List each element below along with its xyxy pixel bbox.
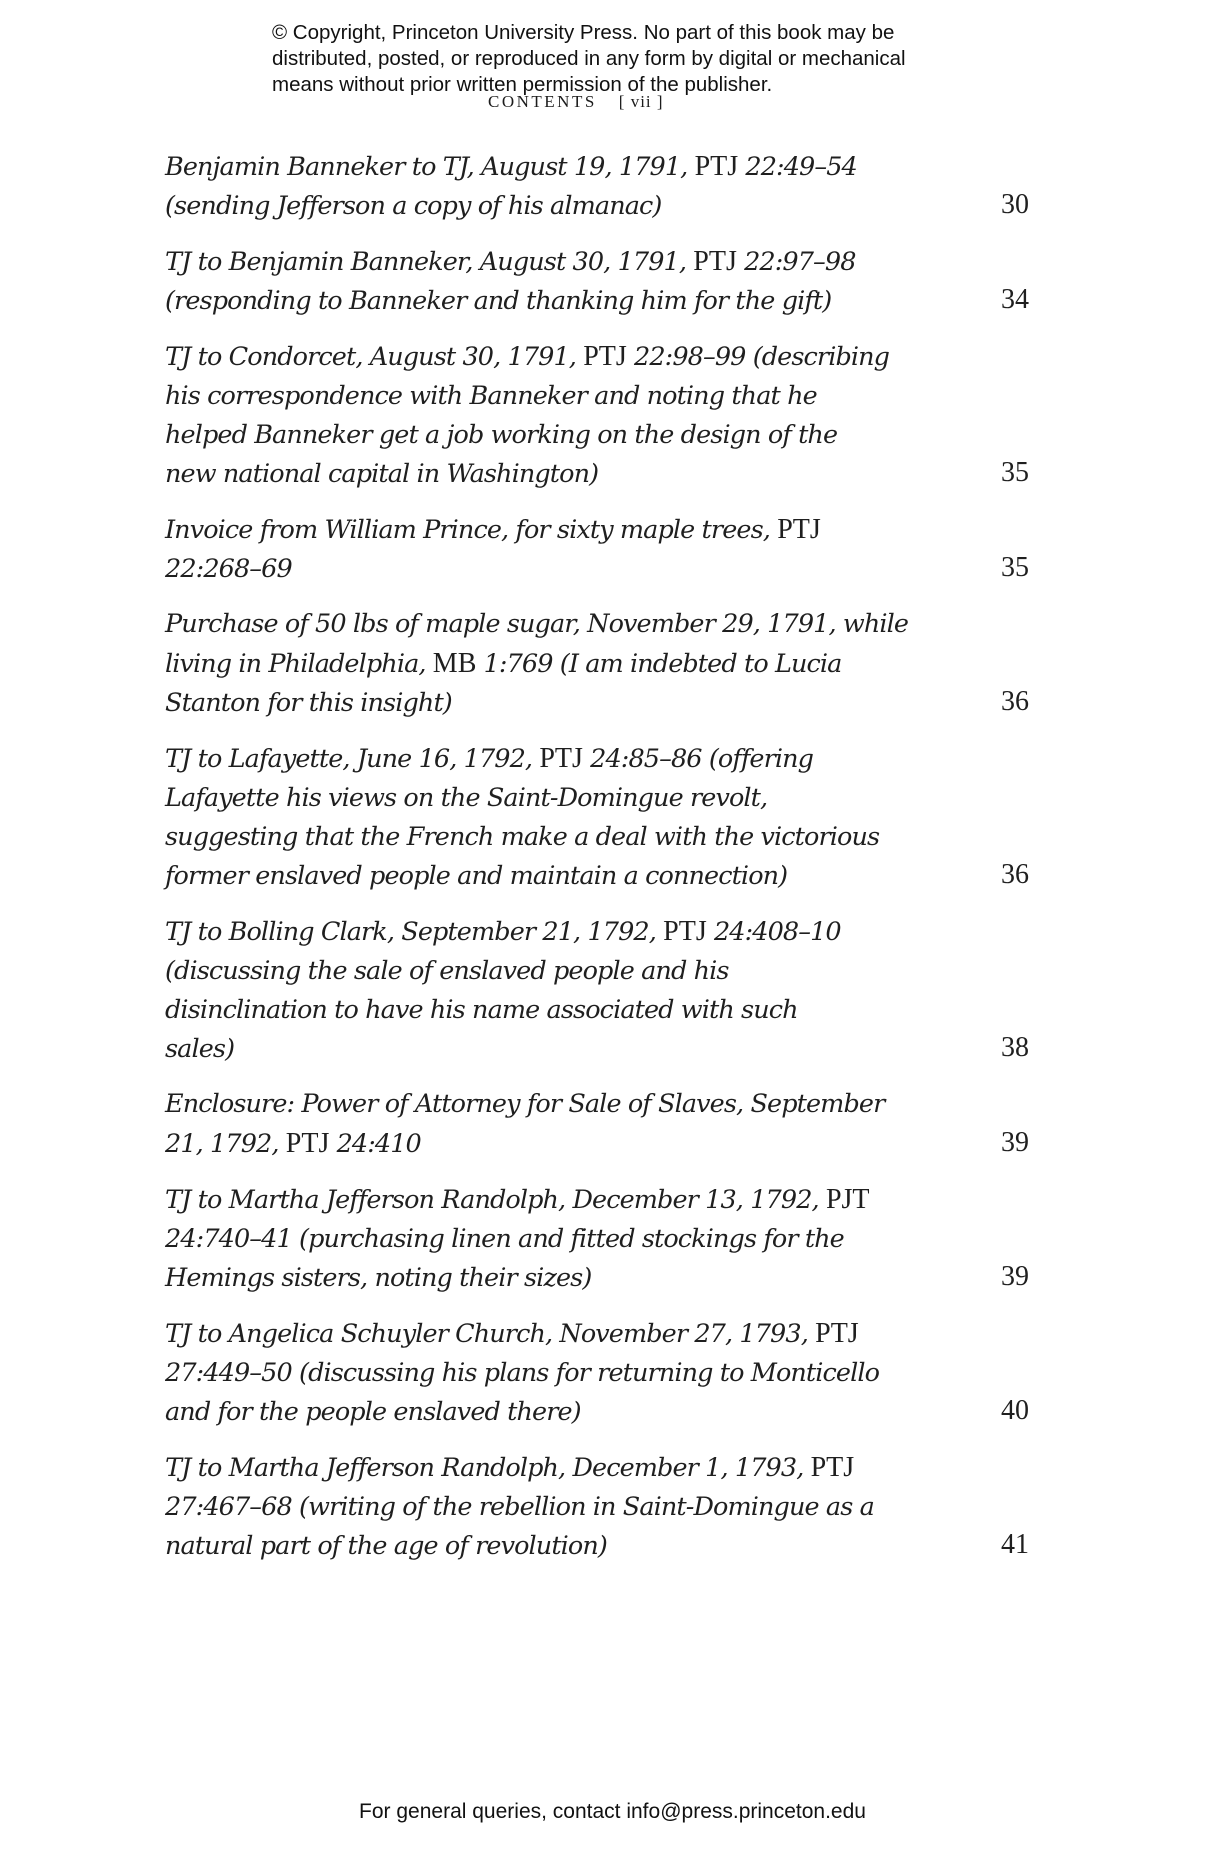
entry-text-segment: disinclination to have his name associated with such — [165, 995, 798, 1025]
copyright-line: means without prior written permission of the publisher. — [272, 73, 773, 96]
source-abbreviation: PTJ — [663, 916, 707, 947]
page-number: 41 — [1001, 1529, 1029, 1560]
entry-line — [165, 337, 945, 377]
entry-line — [165, 242, 945, 282]
entry-text-segment: 22:97–98 — [736, 247, 856, 277]
entry-text — [165, 510, 945, 589]
entry-line — [165, 605, 945, 644]
entry-text-segment: 21, 1792, — [165, 1129, 286, 1159]
copyright-line: © Copyright, Princeton University Press. No part of this book may be — [272, 21, 895, 44]
footer-contact: For general queries, contact info@press.princeton.edu — [359, 1800, 866, 1823]
entry-text-segment: 27:467–68 (writing of the rebellion in Saint-Domingue as a — [165, 1492, 874, 1522]
contents-entry — [165, 1314, 1035, 1432]
page-number: 35 — [1001, 457, 1029, 488]
entry-text-segment: helped Banneker get a job working on the design of the — [165, 420, 838, 450]
entry-text-segment: TJ to Condorcet, August 30, 1791, — [165, 342, 584, 372]
page-number: 39 — [1001, 1127, 1029, 1158]
entry-line — [165, 644, 945, 684]
entry-line — [165, 1527, 945, 1566]
running-head — [488, 92, 664, 112]
contents-entry — [165, 1180, 1035, 1298]
entry-text-segment: 24:740–41 (purchasing linen and fitted stockings for the — [165, 1224, 844, 1254]
entry-line — [165, 779, 945, 818]
entry-text-segment: TJ to Bolling Clark, September 21, 1792, — [165, 917, 664, 947]
entry-text-segment: Benjamin Banneker to TJ, August 19, 1791, — [165, 152, 695, 182]
entry-text-segment: Enclosure: Power of Attorney for Sale of Slaves, September — [165, 1089, 885, 1119]
entry-line — [165, 550, 945, 589]
contents-entry — [165, 912, 1035, 1069]
entry-line — [165, 818, 945, 857]
entry-line — [165, 857, 945, 896]
page-number: 40 — [1001, 1395, 1029, 1426]
entry-text-segment: TJ to Angelica Schuyler Church, November 27, 1793, — [165, 1319, 816, 1349]
entry-text — [165, 1180, 945, 1298]
entry-text — [165, 739, 945, 896]
source-abbreviation: PTJ — [815, 1318, 859, 1349]
entry-line — [165, 1488, 945, 1527]
entry-text-segment: new national capital in Washington) — [165, 459, 599, 489]
entry-text-segment: sales) — [165, 1034, 235, 1064]
entry-line — [165, 455, 945, 494]
contents-list — [165, 147, 1035, 1582]
page-number: 34 — [1001, 284, 1029, 315]
entry-text-segment: 24:410 — [329, 1129, 421, 1159]
entry-text-segment: TJ to Martha Jefferson Randolph, December 1, 1793, — [165, 1453, 811, 1483]
entry-line — [165, 187, 945, 226]
entry-line — [165, 1124, 945, 1164]
contents-entry — [165, 739, 1035, 896]
page-number: 36 — [1001, 859, 1029, 890]
source-abbreviation: PJT — [825, 1184, 870, 1215]
page-number: 35 — [1001, 552, 1029, 583]
copyright-notice — [272, 20, 972, 98]
entry-text-segment: (discussing the sale of enslaved people and his — [165, 956, 729, 986]
entry-line — [165, 1220, 945, 1259]
entry-text-segment: 24:85–86 (offering — [582, 744, 814, 774]
entry-text-segment: TJ to Lafayette, June 16, 1792, — [165, 744, 540, 774]
contents-entry — [165, 147, 1035, 226]
contents-entry — [165, 242, 1035, 321]
entry-line — [165, 991, 945, 1030]
entry-line — [165, 739, 945, 779]
entry-text — [165, 337, 945, 494]
source-abbreviation: PTJ — [777, 514, 821, 545]
entry-text-segment: 1:769 (I am indebted to Lucia — [476, 649, 842, 679]
contents-entry — [165, 337, 1035, 494]
entry-line — [165, 147, 945, 187]
entry-text-segment: 22:49–54 — [738, 152, 857, 182]
entry-line — [165, 1314, 945, 1354]
entry-text-segment: 24:408–10 — [706, 917, 841, 947]
entry-line — [165, 1393, 945, 1432]
entry-text-segment: Hemings sisters, noting their sizes) — [165, 1263, 592, 1293]
entry-text-segment: (sending Jefferson a copy of his almanac) — [165, 191, 662, 221]
entry-line — [165, 416, 945, 455]
entry-text-segment: 27:449–50 (discussing his plans for returning to Monticello — [165, 1358, 880, 1388]
entry-line — [165, 377, 945, 416]
entry-text-segment: (responding to Banneker and thanking him for the gift) — [165, 286, 832, 316]
contents-entry — [165, 1448, 1035, 1566]
entry-text — [165, 912, 945, 1069]
entry-line — [165, 1180, 945, 1220]
entry-text — [165, 605, 945, 723]
entry-text — [165, 1085, 945, 1164]
running-head-section: CONTENTS — [488, 92, 597, 111]
entry-text-segment: Invoice from William Prince, for sixty maple trees, — [165, 515, 778, 545]
page-folio: [ vii ] — [618, 92, 664, 111]
entry-text-segment: Purchase of 50 lbs of maple sugar, November 29, 1791, while — [165, 609, 909, 639]
entry-text-segment: 22:98–99 (describing — [626, 342, 890, 372]
entry-text-segment: Stanton for this insight) — [165, 688, 452, 718]
entry-text-segment: TJ to Benjamin Banneker, August 30, 1791, — [165, 247, 694, 277]
source-abbreviation: PTJ — [694, 151, 739, 182]
entry-text-segment: suggesting that the French make a deal with the victorious — [165, 822, 880, 852]
entry-text-segment: 22:268–69 — [165, 554, 292, 584]
entry-line — [165, 282, 945, 321]
entry-line — [165, 510, 945, 550]
contents-entry — [165, 510, 1035, 589]
entry-line — [165, 684, 945, 723]
entry-line — [165, 1085, 945, 1124]
entry-text-segment: his correspondence with Banneker and noting that he — [165, 381, 817, 411]
entry-text-segment: TJ to Martha Jefferson Randolph, December 13, 1792, — [165, 1185, 826, 1215]
page-number: 36 — [1001, 686, 1029, 717]
entry-text-segment: living in Philadelphia, — [165, 649, 433, 679]
entry-line — [165, 1354, 945, 1393]
entry-line — [165, 952, 945, 991]
entry-line — [165, 1030, 945, 1069]
entry-text — [165, 242, 945, 321]
entry-line — [165, 912, 945, 952]
page-number: 38 — [1001, 1032, 1029, 1063]
contents-entry — [165, 1085, 1035, 1164]
entry-text — [165, 147, 945, 226]
entry-text-segment: and for the people enslaved there) — [165, 1397, 581, 1427]
entry-text-segment: Lafayette his views on the Saint-Domingue revolt, — [165, 783, 768, 813]
entry-text — [165, 1314, 945, 1432]
contents-entry — [165, 605, 1035, 723]
copyright-line: distributed, posted, or reproduced in any form by digital or mechanical — [272, 47, 906, 70]
source-abbreviation: PTJ — [693, 246, 737, 277]
entry-text-segment: former enslaved people and maintain a connection) — [165, 861, 788, 891]
entry-line — [165, 1259, 945, 1298]
source-abbreviation: PTJ — [285, 1128, 330, 1159]
entry-text — [165, 1448, 945, 1566]
page-number: 39 — [1001, 1261, 1029, 1292]
entry-line — [165, 1448, 945, 1488]
source-abbreviation: PTJ — [539, 743, 583, 774]
source-abbreviation: MB — [432, 648, 477, 679]
source-abbreviation: PTJ — [583, 341, 627, 372]
page-number: 30 — [1001, 189, 1029, 220]
source-abbreviation: PTJ — [810, 1452, 855, 1483]
entry-text-segment: natural part of the age of revolution) — [165, 1531, 607, 1561]
